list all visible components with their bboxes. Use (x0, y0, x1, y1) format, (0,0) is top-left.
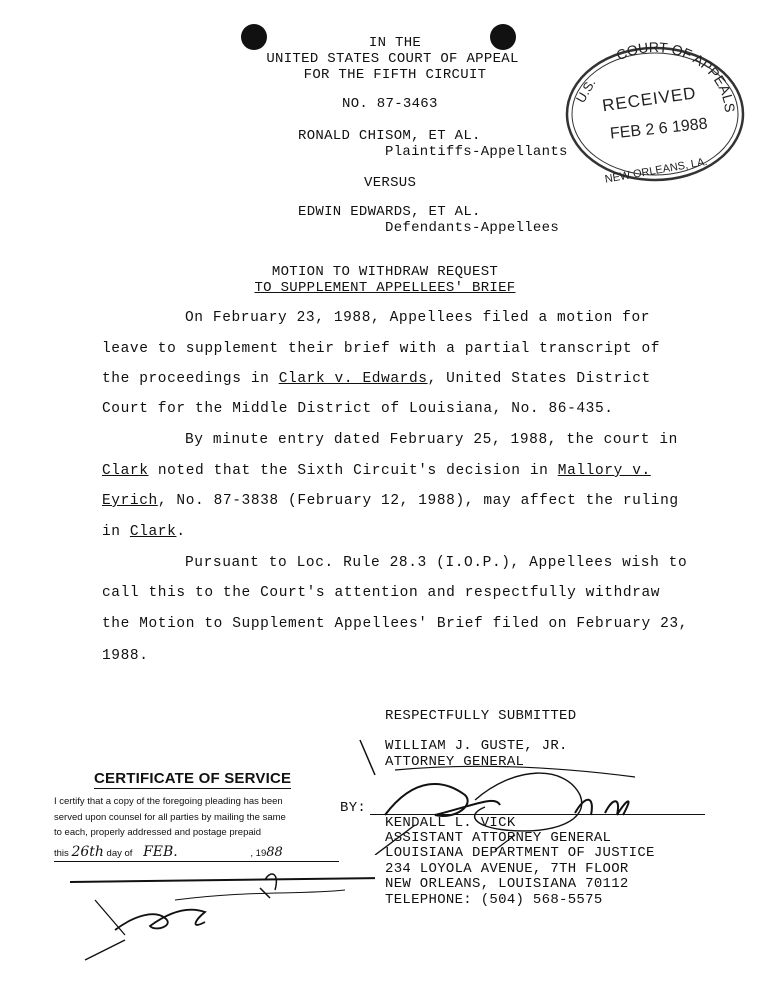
body-p2-line2 (102, 463, 651, 479)
body-text: . (176, 524, 186, 540)
body-p1-line3 (102, 371, 651, 387)
case-citation-clark-v-edwards: Clark v. Edwards (278, 371, 428, 387)
received-stamp (560, 42, 750, 187)
address-line-1: 234 LOYOLA AVENUE, 7TH FLOOR (385, 861, 629, 877)
body-p3-line2: call this to the Court's attention and respectfully withdraw (102, 585, 661, 601)
stamp-court-text: COURT OF APPEALS (613, 42, 739, 114)
court-line-3: FOR THE FIFTH CIRCUIT (303, 67, 487, 83)
plaintiff-role: Plaintiffs-Appellants (385, 144, 568, 160)
court-line-1: IN THE (368, 35, 422, 51)
case-number: NO. 87-3463 (342, 96, 438, 112)
stamp-received-text: RECEIVED (600, 83, 698, 116)
by-label: BY: (340, 800, 367, 816)
body-p1-line2: leave to supplement their brief with a partial transcript of (102, 341, 661, 357)
body-p2-line1: By minute entry dated February 25, 1988, the court in (185, 432, 678, 448)
body-p3-line3: the Motion to Supplement Appellees' Brief filed on February 23, (102, 616, 688, 632)
address-line-2: NEW ORLEANS, LOUISIANA 70112 (385, 876, 629, 892)
case-citation-mallory: Mallory v. (557, 463, 651, 479)
respectfully-submitted: RESPECTFULLY SUBMITTED (385, 708, 577, 724)
body-text: in (102, 524, 130, 540)
punch-hole-left (241, 24, 267, 50)
body-p3-line4: 1988. (102, 648, 149, 664)
certificate-line-1: I certify that a copy of the foregoing pleading has been (54, 796, 283, 807)
body-text: , United States District (427, 371, 651, 387)
certificate-line-2: served upon counsel for all parties by mailing the same (54, 812, 286, 823)
cert-day-handwritten: 26th (71, 844, 104, 860)
cert-year-handwritten: 88 (266, 845, 283, 860)
certificate-signature (55, 860, 375, 970)
case-citation-eyrich: Eyrich (102, 493, 158, 509)
stamp-city-text: NEW ORLEANS, LA. (603, 155, 709, 186)
assistant-title: ASSISTANT ATTORNEY GENERAL (385, 830, 612, 846)
defendant-role: Defendants-Appellees (385, 220, 560, 236)
attorney-general-title: ATTORNEY GENERAL (385, 754, 525, 770)
body-text: the proceedings in (102, 371, 279, 387)
stamp-date-text: FEB 2 6 1988 (609, 115, 709, 143)
attorney-signature (355, 735, 715, 855)
motion-title-line-1: MOTION TO WITHDRAW REQUEST (271, 264, 499, 280)
body-text: noted that the Sixth Circuit's decision in (148, 463, 558, 479)
attorney-general-name: WILLIAM J. GUSTE, JR. (385, 738, 568, 754)
telephone: TELEPHONE: (504) 568-5575 (385, 892, 603, 908)
cert-month-handwritten: FEB. (143, 844, 178, 860)
body-p1-line4: Court for the Middle District of Louisiana, No. 86-435. (102, 401, 614, 417)
assistant-name: KENDALL L. VICK (385, 815, 516, 831)
department-name: LOUISIANA DEPARTMENT OF JUSTICE (385, 845, 655, 861)
body-text: , No. 87-3838 (February 12, 1988), may affect the ruling (157, 493, 679, 509)
case-citation-clark: Clark (129, 524, 177, 540)
versus: VERSUS (364, 175, 417, 191)
body-p3-line1: Pursuant to Loc. Rule 28.3 (I.O.P.), Appellees wish to (185, 555, 688, 571)
body-p2-line4 (102, 524, 186, 540)
cert-text: , 19 (250, 848, 267, 859)
cert-text: this (54, 848, 69, 859)
body-p2-line3 (102, 493, 679, 509)
defendant-name: EDWIN EDWARDS, ET AL. (298, 204, 481, 220)
case-citation-clark: Clark (102, 463, 149, 479)
certificate-line-3: to each, properly addressed and postage prepaid (54, 827, 262, 838)
body-p1-line1: On February 23, 1988, Appellees filed a motion for (185, 310, 651, 326)
motion-title-line-2: TO SUPPLEMENT APPELLEES' BRIEF (254, 280, 516, 296)
plaintiff-name: RONALD CHISOM, ET AL. (298, 128, 481, 144)
cert-text: day of (106, 848, 133, 859)
court-line-2: UNITED STATES COURT OF APPEAL (266, 51, 519, 67)
certificate-title: CERTIFICATE OF SERVICE (94, 770, 292, 787)
stamp-us-text: U.S. (572, 76, 599, 106)
